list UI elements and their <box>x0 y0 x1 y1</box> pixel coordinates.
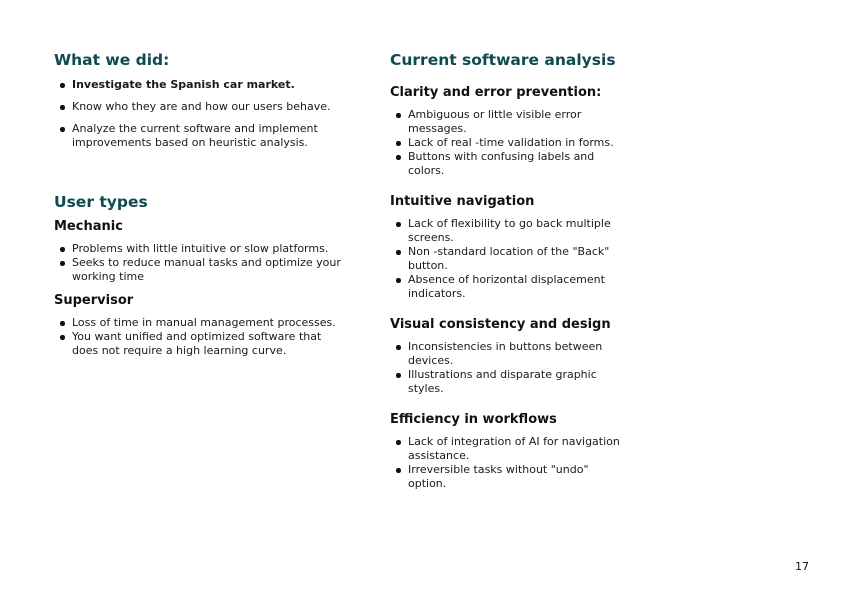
visual-consistency-list <box>390 340 630 396</box>
list-item: Inconsistencies in buttons between devices. <box>390 340 630 368</box>
user-types-heading: User types <box>54 193 148 211</box>
mechanic-list <box>54 242 344 284</box>
list-item: Non -standard location of the "Back" button. <box>390 245 630 273</box>
right-column <box>390 50 630 491</box>
list-item: Irreversible tasks without "undo" option. <box>390 463 630 491</box>
list-item: Analyze the current software and implement improvements based on heuristic analysis. <box>54 122 344 150</box>
software-analysis-heading: Current software analysis <box>390 51 616 69</box>
navigation-list <box>390 217 630 301</box>
list-item: Ambiguous or little visible error messages. <box>390 108 630 136</box>
list-item: Know who they are and how our users behave. <box>54 100 344 114</box>
list-item: Seeks to reduce manual tasks and optimize your working time <box>54 256 344 284</box>
left-column <box>54 50 344 358</box>
efficiency-heading: Efficiency in workflows <box>390 412 557 427</box>
list-item: Loss of time in manual management processes. <box>54 316 344 330</box>
what-we-did-heading: What we did: <box>54 51 170 69</box>
list-item: Problems with little intuitive or slow platforms. <box>54 242 344 256</box>
navigation-heading: Intuitive navigation <box>390 194 535 209</box>
clarity-heading: Clarity and error prevention: <box>390 85 602 100</box>
supervisor-heading: Supervisor <box>54 293 134 308</box>
what-we-did-list <box>54 78 344 150</box>
list-item: Buttons with confusing labels and colors. <box>390 150 630 178</box>
mechanic-heading: Mechanic <box>54 219 123 234</box>
list-item: Lack of integration of AI for navigation assistance. <box>390 435 630 463</box>
list-item: Investigate the Spanish car market. <box>54 78 344 92</box>
page-number: 17 <box>795 560 809 573</box>
visual-consistency-heading: Visual consistency and design <box>390 317 611 332</box>
list-item: Illustrations and disparate graphic styles. <box>390 368 630 396</box>
list-item: Absence of horizontal displacement indicators. <box>390 273 630 301</box>
efficiency-list <box>390 435 630 491</box>
list-item: Lack of flexibility to go back multiple screens. <box>390 217 630 245</box>
list-item: You want unified and optimized software that does not require a high learning curve. <box>54 330 344 358</box>
clarity-list <box>390 108 630 178</box>
supervisor-list <box>54 316 344 358</box>
list-item: Lack of real -time validation in forms. <box>390 136 630 150</box>
